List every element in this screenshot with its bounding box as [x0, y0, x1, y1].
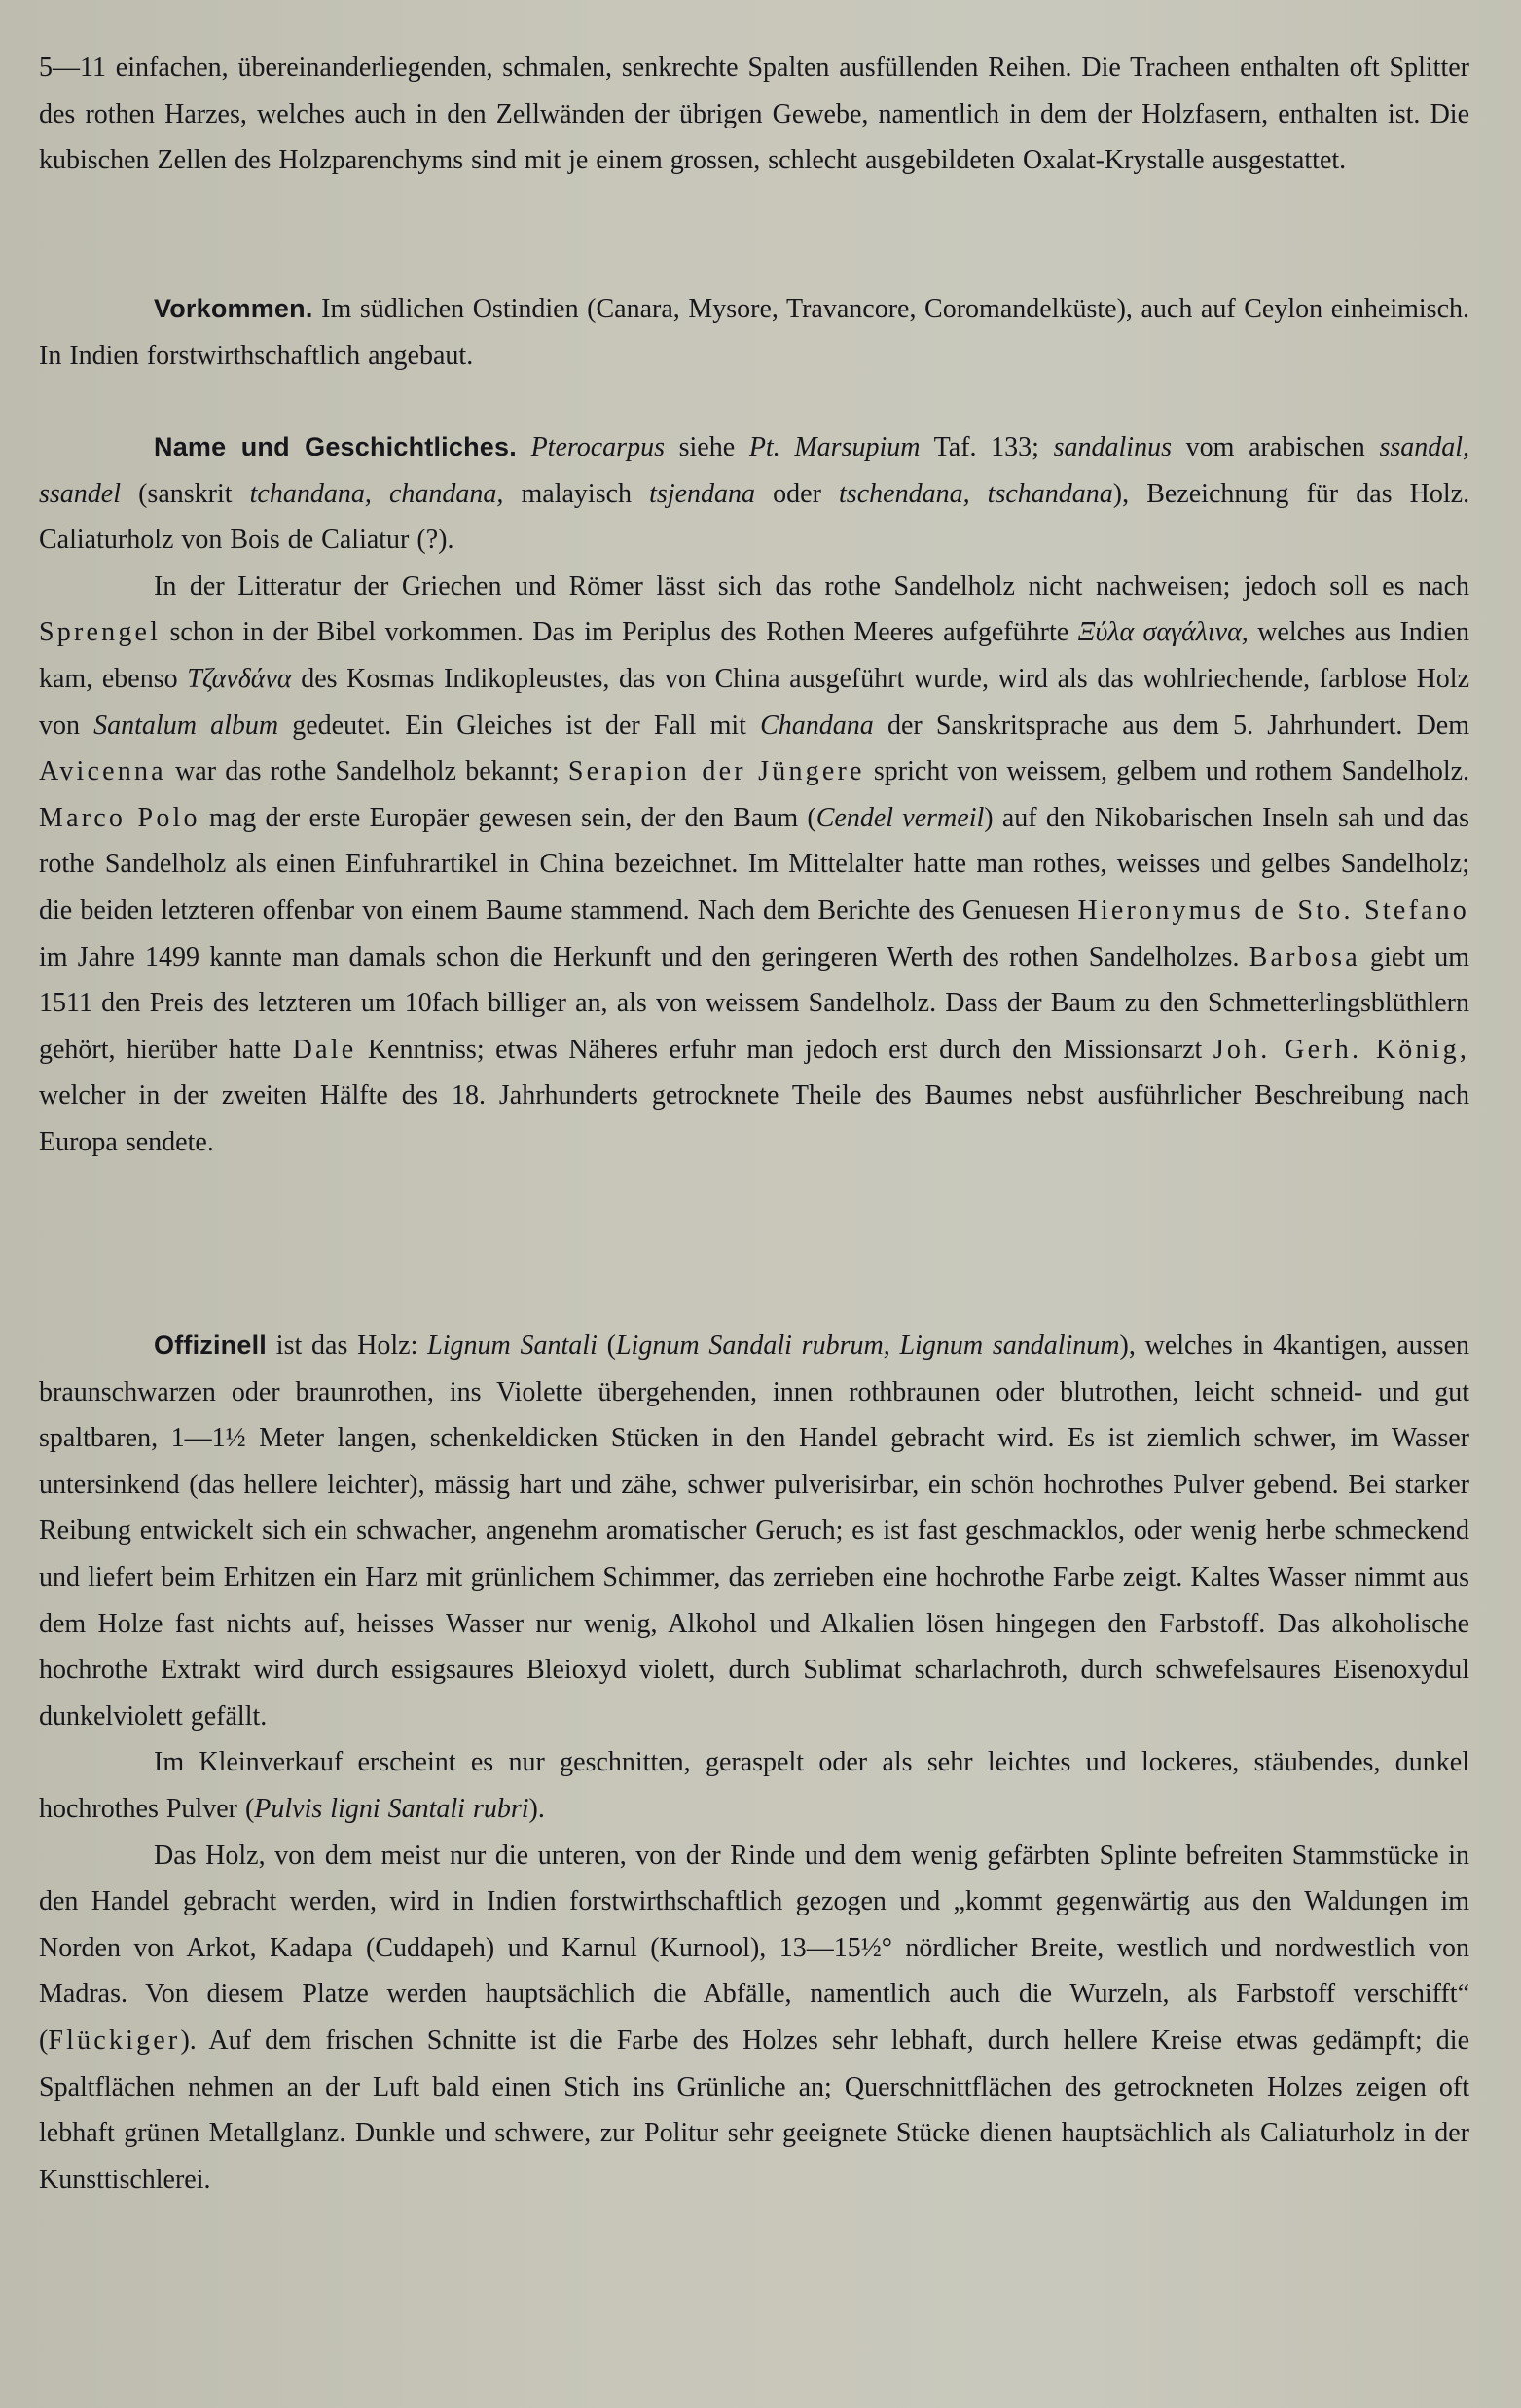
text-run: malayisch	[521, 478, 633, 509]
italic-term: Chandana	[760, 710, 874, 741]
paragraph-anatomy	[39, 45, 1469, 184]
text-run: gedeutet. Ein Gleiches ist der Fall mit	[292, 710, 746, 741]
paragraph-holz	[39, 1833, 1469, 2204]
italic-term: ssandal, ssandel	[39, 432, 1470, 509]
person-name: Avicenna	[39, 756, 166, 787]
paragraph-offizinell	[39, 1323, 1469, 1739]
italic-term: Pterocarpus	[530, 432, 665, 462]
text-run: im Jahre 1499 kannte man damals schon die Herkunft und den geringeren Werth des rothen Sandelholzes.	[39, 941, 1240, 972]
text-run: Im Kleinverkauf erscheint es nur geschnitten, geraspelt oder als sehr leichtes und lockeres, stäubendes, dunkel hochrothes Pulver (	[39, 1747, 1469, 1824]
person-name: Serapion der Jüngere	[567, 756, 865, 787]
text-run: ist das Holz:	[275, 1331, 418, 1361]
greek-term: Τζανδάνα	[187, 663, 292, 694]
person-name: Hieronymus de Sto. Stefano	[1077, 894, 1470, 926]
text-run: ), Bezeichnung für das Holz. Caliaturholz von Bois de Caliatur (?).	[39, 478, 1470, 556]
section-heading-name: Name und Geschichtliches.	[154, 432, 517, 461]
italic-term: Santalum album	[93, 710, 279, 741]
italic-term: Lignum Santali	[427, 1331, 598, 1361]
text-run: (	[606, 1331, 616, 1361]
text-run: mag der erste Europäer gewesen sein, der den Baum (	[208, 802, 816, 833]
text-run: des Kosmas Indikopleustes, das von China ausgeführt wurde, wird als das wohlriechende, farblose Holz von	[39, 663, 1470, 741]
text-run: ) auf den Nikobarischen Inseln sah und das rothe Sandelholz als einen Einfuhrartikel in China bezeichnet. Im Mittelalter hatte man rothes, weisses und gelbes Sandelholz; die beiden letzteren offenbar von einem Baume stammend. Nach dem Berichte des Genuesen	[39, 802, 1470, 926]
person-name: Barbosa	[1249, 941, 1360, 972]
text-run: welcher in der zweiten Hälfte des 18. Jahrhunderts getrocknete Theile des Baumes nebst ausführlicher Beschreibung nach Europa sendete.	[39, 1080, 1469, 1157]
text-run: Taf. 133;	[933, 432, 1039, 462]
italic-term: tsjendana	[649, 478, 756, 509]
italic-term: Pt. Marsupium	[748, 432, 921, 462]
italic-term: Lignum Sandali rubrum, Lignum sandalinum	[615, 1331, 1120, 1361]
text-run: (sanskrit	[138, 478, 233, 509]
text-run: spricht von weissem, gelbem und rothem Sandelholz.	[873, 756, 1470, 787]
italic-term: Pulvis ligni Santali rubri	[254, 1793, 529, 1824]
text-run: ). Auf dem frischen Schnitte ist die Farbe des Holzes sehr lebhaft, durch hellere Kreise etwas gedämpft; die Spaltflächen nehmen an der Luft bald einen Stich ins Grünliche an; Querschnittflächen des getrockneten Holzes zeigen oft lebhaft grünen Metallglanz. Dunkle und schwere, zur Politur sehr geeignete Stücke dienen hauptsächlich als Caliaturholz in der Kunsttischlerei.	[39, 2025, 1469, 2195]
italic-term: sandalinus	[1053, 432, 1172, 462]
text-run: ).	[528, 1793, 545, 1824]
text-run: war das rothe Sandelholz bekannt;	[175, 756, 560, 787]
paragraph-history	[39, 564, 1469, 1166]
paragraph-text: Im südlichen Ostindien (Canara, Mysore, Travancore, Coromandelküste), auch auf Ceylon einheimisch. In Indien forstwirthschaftlich angebaut.	[39, 294, 1470, 371]
person-name: Joh. Gerh. König,	[1213, 1034, 1470, 1065]
paragraph-text: 5—11 einfachen, übereinanderliegenden, schmalen, senkrechte Spalten ausfüllenden Reihen. Die Tracheen enthalten oft Splitter des rothen Harzes, welches auch in den Zellwänden der übrigen Gewebe, namentlich in dem der Holzfasern, enthalten ist. Die kubischen Zellen des Holzparenchyms sind mit je einem grossen, schlecht ausgebildeten Oxalat-Krystalle ausgestattet.	[39, 53, 1469, 176]
section-offizinell	[39, 1323, 1469, 2203]
text-run: schon in der Bibel vorkommen. Das im Periplus des Rothen Meeres aufgeführte	[169, 617, 1069, 648]
italic-term: Cendel vermeil	[815, 802, 985, 833]
text-run: giebt um 1511 den Preis des letzteren um 10fach billiger an, als von weissem Sandelholz. Dass der Baum zu den Schmetterlingsblüthlern gehört, hierüber hatte	[39, 941, 1470, 1065]
section-heading-offizinell: Offizinell	[154, 1331, 267, 1360]
paragraph-name	[39, 424, 1469, 564]
text-run: der Sanskritsprache aus dem 5. Jahrhundert. Dem	[887, 710, 1470, 741]
italic-term: tschendana, tschandana	[839, 478, 1113, 509]
italic-term: tchandana, chandana,	[249, 478, 504, 509]
text-run: oder	[773, 478, 821, 509]
paragraph-vorkommen	[39, 286, 1469, 379]
text-run: vom arabischen	[1185, 432, 1365, 462]
paragraph-kleinverkauf	[39, 1739, 1469, 1832]
person-name: Dale	[292, 1034, 357, 1065]
person-name: Flückiger	[48, 2025, 181, 2056]
section-heading-vorkommen: Vorkommen.	[154, 294, 313, 323]
person-name: Sprengel	[39, 617, 162, 648]
text-run: In der Litteratur der Griechen und Römer lässt sich das rothe Sandelholz nicht nachweisen; jedoch soll es nach	[154, 570, 1469, 602]
text-run: siehe	[678, 432, 736, 462]
text-run: Kenntniss; etwas Näheres erfuhr man jedoch erst durch den Missionsarzt	[367, 1034, 1203, 1065]
text-run: Das Holz, von dem meist nur die unteren, von der Rinde und dem wenig gefärbten Splinte befreiten Stammstücke in den Handel gebracht werden, wird in Indien forstwirthschaftlich gezogen und „kommt gegenwärtig aus den Waldungen im Norden von Arkot, Kadapa (Cuddapeh) und Karnul (Kurnool), 13—15½° nördlicher Breite, westlich und nordwestlich von Madras. Von diesem Platze werden hauptsächlich die Abfälle, namentlich auch die Wurzeln, als Farbstoff verschifft“ (	[39, 1840, 1469, 2056]
text-run: welches aus Indien kam, ebenso	[39, 617, 1470, 694]
greek-term: Ξύλα σαγάλινα,	[1077, 617, 1249, 648]
text-run: ), welches in 4kantigen, aussen braunschwarzen oder braunrothen, ins Violette übergehenden, innen rothbraunen oder blutrothen, leicht schneid- und gut spaltbaren, 1—1½ Meter langen, schenkeldicken Stücken in den Handel gebracht wird. Es ist ziemlich schwer, im Wasser untersinkend (das hellere leichter), mässig hart und zähe, schwer pulverisirbar, ein schön hochrothes Pulver gebend. Bei starker Reibung entwickelt sich ein schwacher, angenehm aromatischer Geruch; es ist fast geschmacklos, oder wenig herbe schmeckend und liefert beim Erhitzen ein Harz mit grünlichem Schimmer, das zerrieben eine hochrothe Farbe zeigt. Kaltes Wasser nimmt aus dem Holze fast nichts auf, heisses Wasser nur wenig, Alkohol und Alkalien lösen hingegen den Farbstoff. Das alkoholische hochrothe Extrakt wird durch essigsaures Bleioxyd violett, durch Sublimat scharlachroth, durch schwefelsaures Eisenoxydul dunkelviolett gefällt.	[39, 1331, 1469, 1732]
section-name-geschichtliches	[39, 424, 1469, 1166]
person-name: Marco Polo	[39, 802, 200, 833]
